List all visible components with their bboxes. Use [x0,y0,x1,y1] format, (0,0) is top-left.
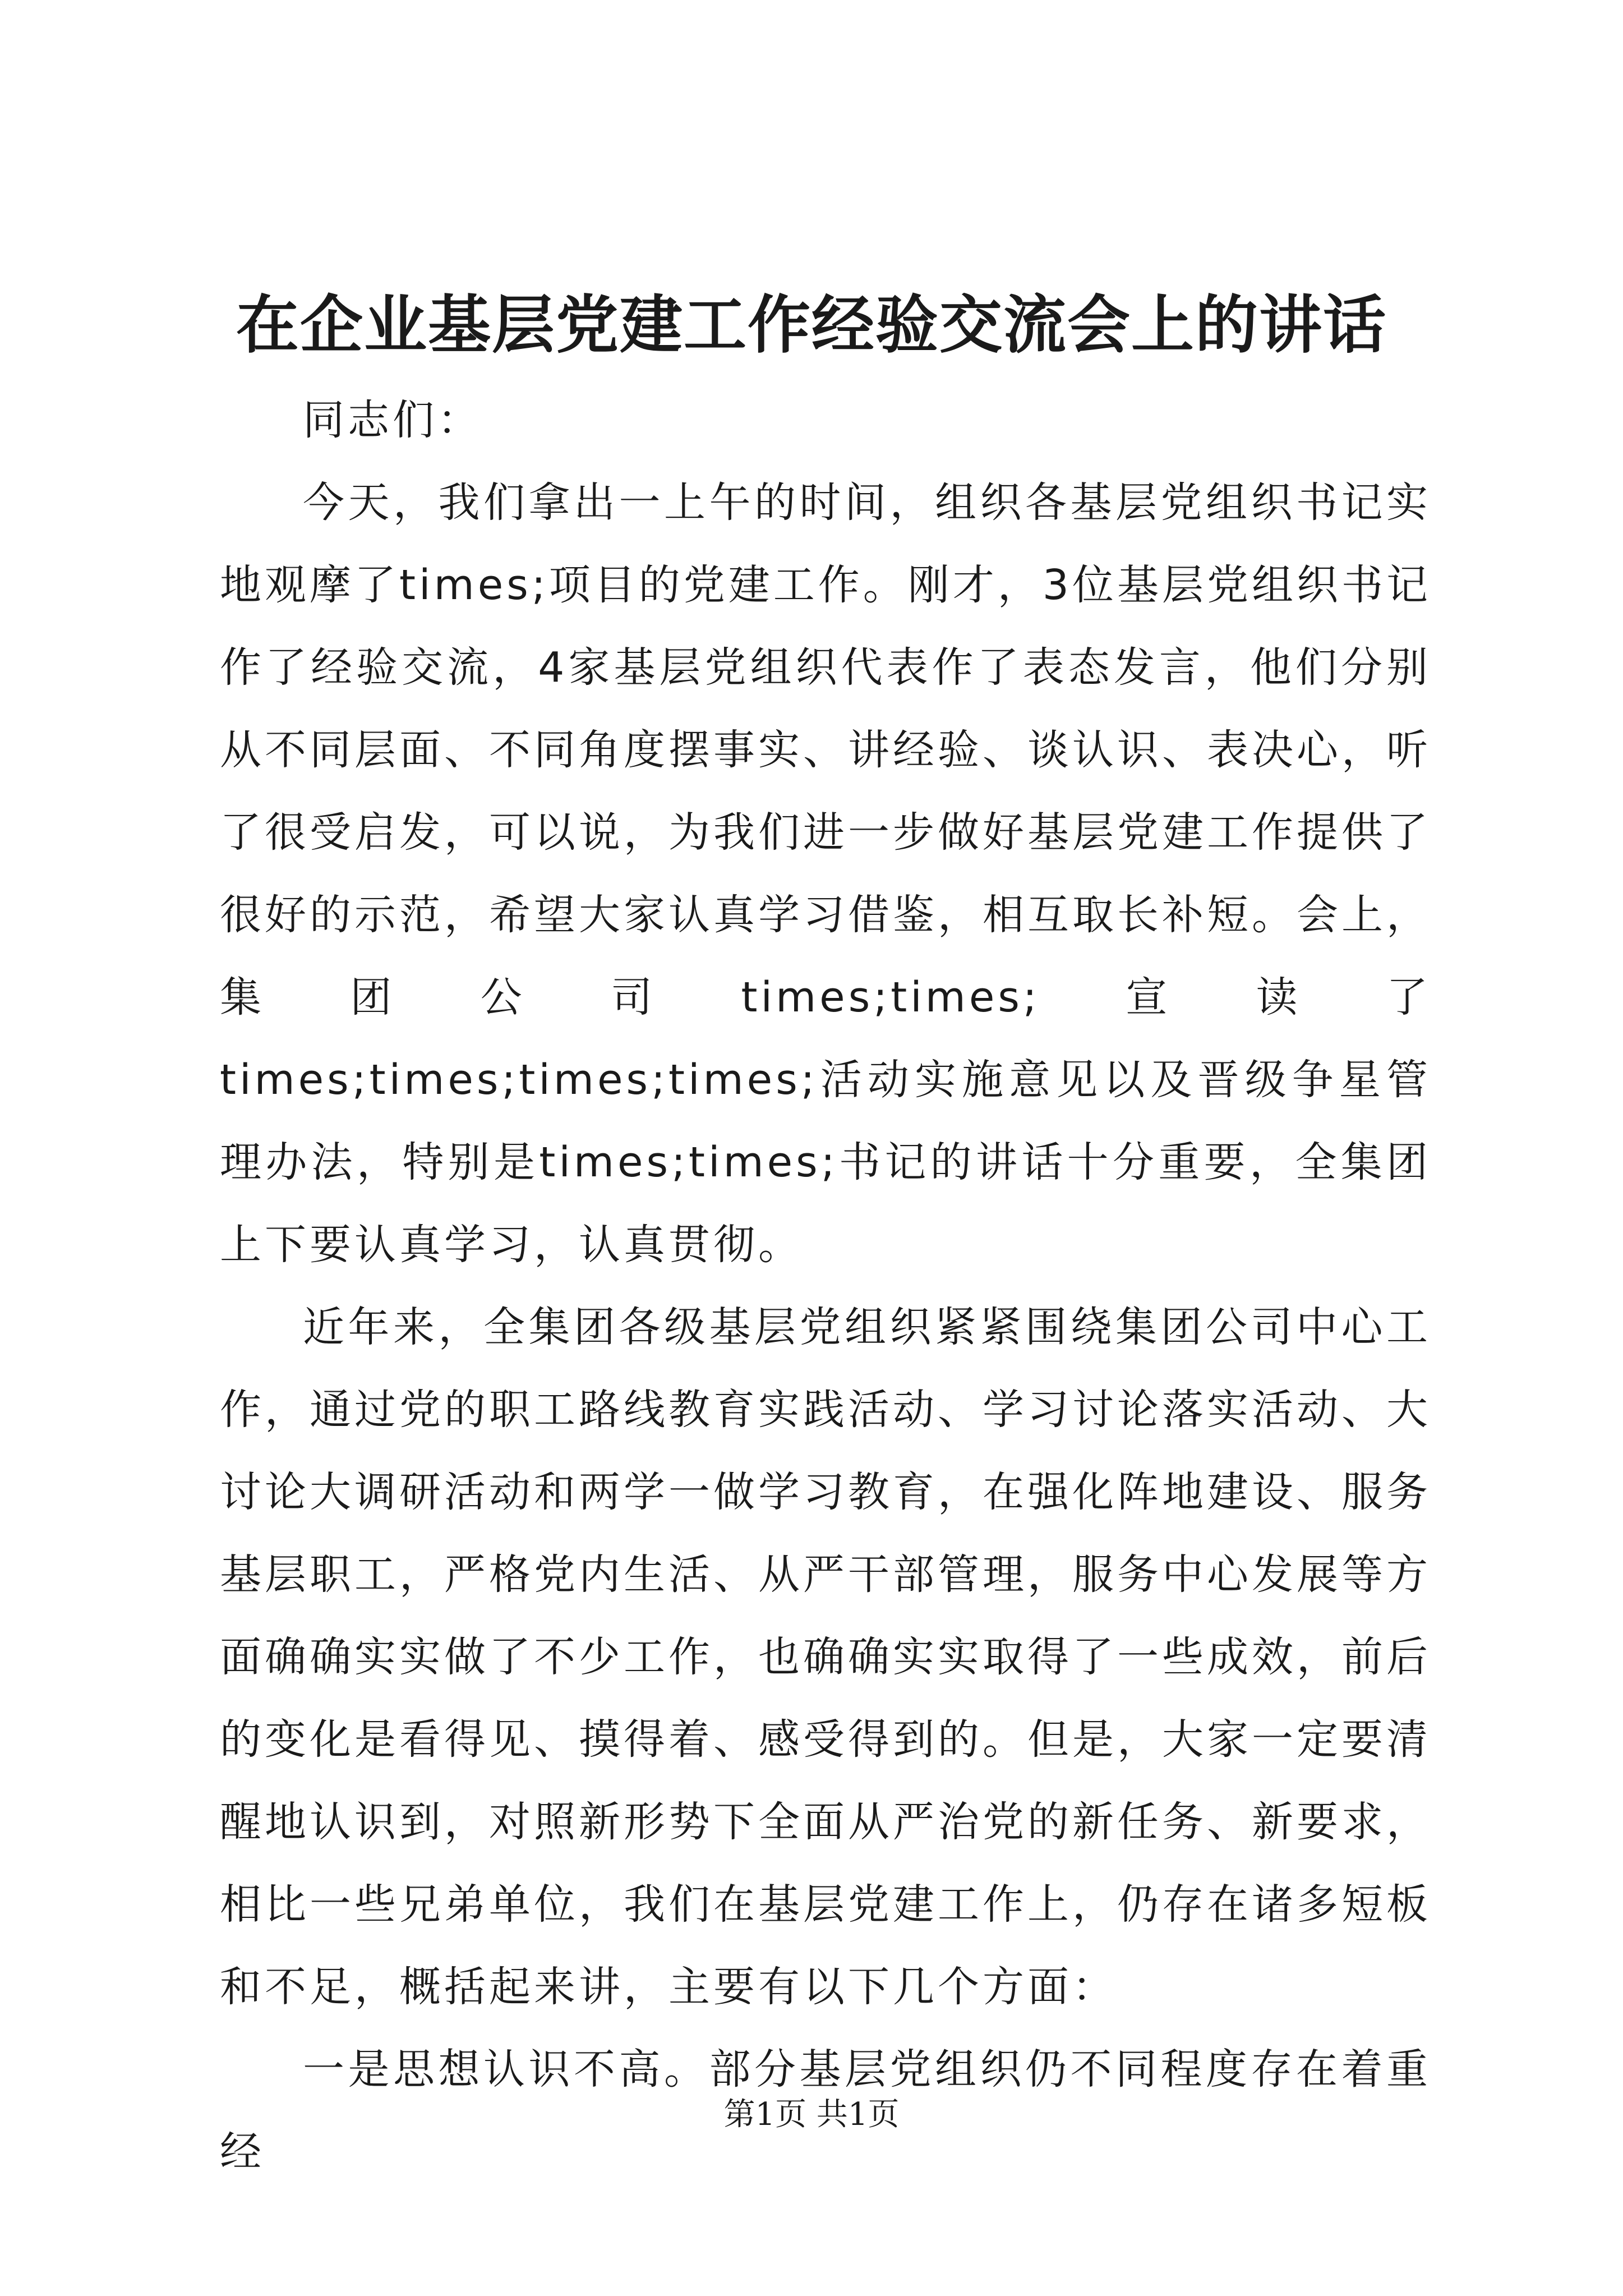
paragraph-1: 今天，我们拿出一上午的时间，组织各基层党组织书记实地观摩了times;项目的党建工作。刚才，3位基层党组织书记作了经验交流，4家基层党组织代表作了表态发言，他们分别从不同层面、不同角度摆事实、讲经验、谈认识、表决心，听了很受启发，可以说，为我们进一步做好基层党建工作提供了很好的示范，希望大家认真学习借鉴，相互取长补短。会上，集团公司times;times;宣读了times;times;times;times;活动实施意见以及晋级争星管理办法，特别是times;times;书记的讲话十分重要，全集团上下要认真学习，认真贯彻。 [220,478,1431,1269]
paragraph-2: 近年来，全集团各级基层党组织紧紧围绕集团公司中心工作，通过党的职工路线教育实践活动、学习讨论落实活动、大讨论大调研活动和两学一做学习教育，在强化阵地建设、服务基层职工，严格党内生活、从严干部管理，服务中心发展等方面确确实实做了不少工作，也确确实实取得了一些成效，前后的变化是看得见、摸得着、感受得到的。但是，大家一定要清醒地认识到，对照新形势下全面从严治党的新任务、新要求，相比一些兄弟单位，我们在基层党建工作上，仍存在诸多短板和不足，概括起来讲，主要有以下几个方面： [220,1303,1431,2011]
document-body [220,379,1431,2193]
document-title: 在企业基层党建工作经验交流会上的讲话 [236,288,1387,362]
paragraph-3: 一是思想认识不高。部分基层党组织仍不同程度存在着重经 [220,2045,1431,2176]
page-footer: 第1页 共1页 [723,2096,900,2133]
salutation: 同志们： [303,396,482,444]
